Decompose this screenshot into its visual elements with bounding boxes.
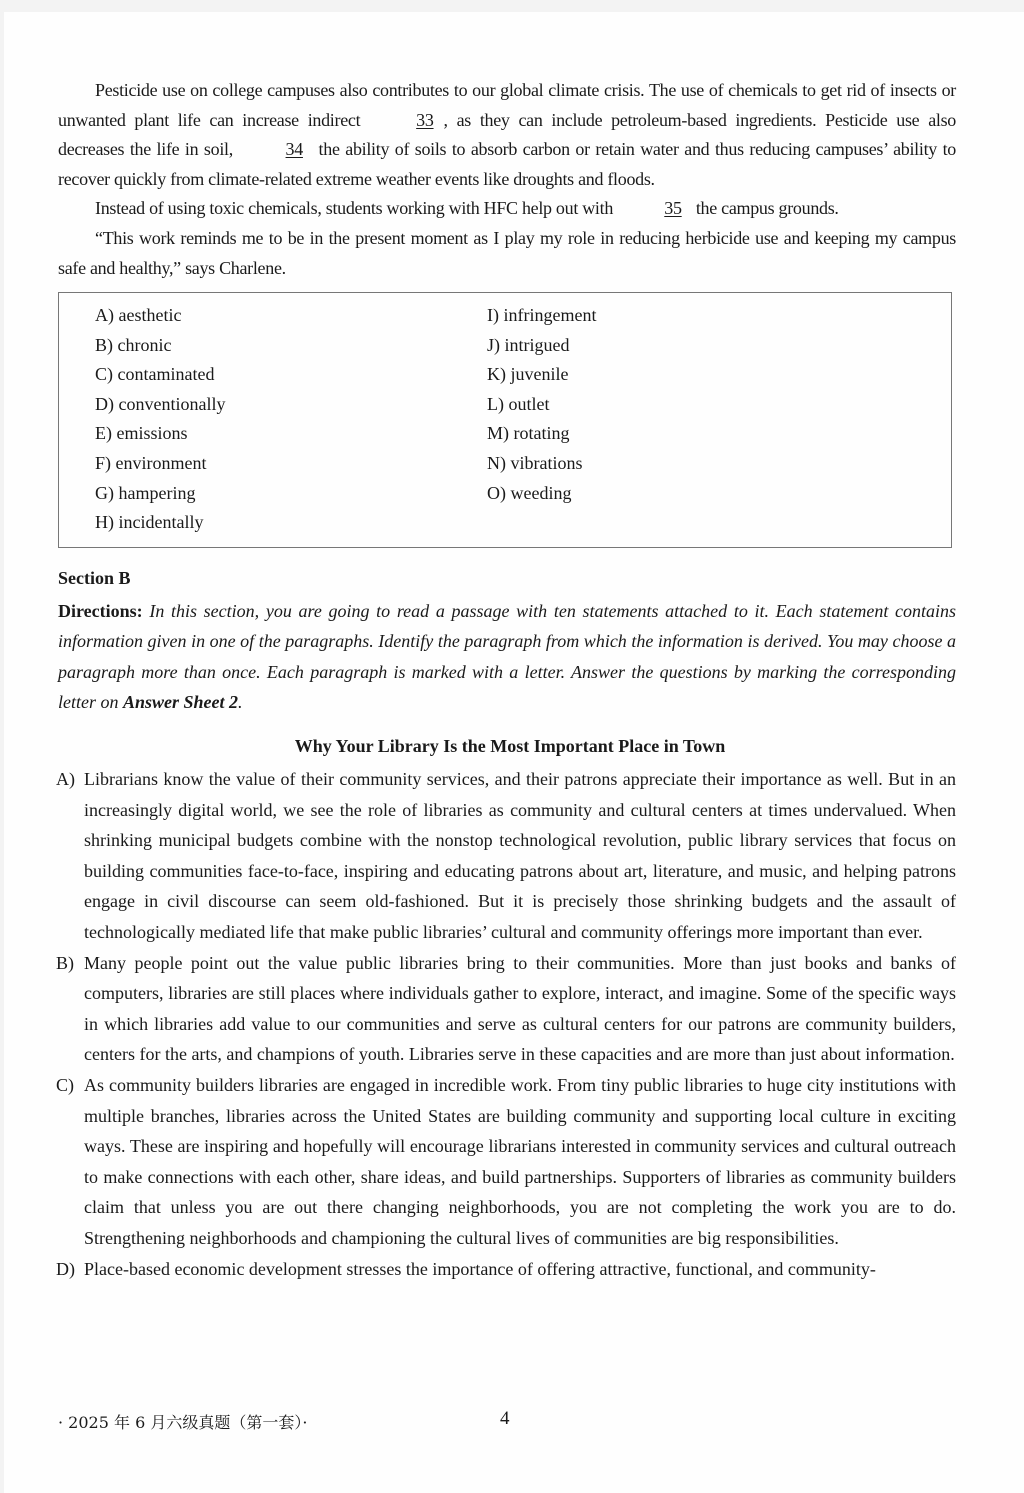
paragraph-letter: A) — [56, 769, 75, 789]
word-option: N) vibrations — [487, 452, 583, 473]
paragraph-letter: D) — [56, 1258, 75, 1279]
word-option: F) environment — [95, 452, 207, 473]
passage-title: Why Your Library Is the Most Important Place in Town — [294, 736, 726, 756]
paragraph-letter: B) — [56, 952, 74, 973]
word-option: L) outlet — [487, 393, 550, 414]
paragraph-text: Librarians know the value of their community services, and their patrons appreciate their importance as well. But in an increasingly digital world, we see the role of libraries as community and cultural centers at times undervalued. When shrinking municipal budgets combine with the nonstop technological revolution, public library services that focus on building communities face-to-face, inspiring and educating patrons about art, literature, and music, and helping patrons engage in civil discourse can seem old-fashioned. But it is precisely those shrinking budgets and the assault of technologically mediated life that make public libraries’ cultural and community offerings more important than ever. — [84, 769, 956, 942]
word-option: E) emissions — [95, 423, 188, 444]
word-bank-right-column — [487, 301, 596, 508]
paragraph-text: As community builders libraries are engaged in incredible work. From tiny public libraries to huge city institutions with multiple branches, libraries across the United States are building community and supporting local culture in exciting ways. These are inspiring and hopefully will encourage librarians interested in community services and cultural outreach to make connections with each other, share ideas, and build partnerships. Supporters of libraries as community builders claim that unless you are out there changing neighborhoods, you are not completing the work you are to do. Strengthening neighborhoods and championing the cultural lives of communities are big responsibilities. — [84, 1074, 956, 1248]
paragraph-letter: C) — [56, 1074, 74, 1095]
blank-34: 34 — [285, 139, 303, 160]
top-passage — [58, 76, 956, 283]
answer-sheet-reference: Answer Sheet 2 — [123, 691, 239, 712]
paragraph-a — [56, 764, 956, 948]
paragraph-text: Place-based economic development stresses the importance of offering attractive, functional, and community- — [84, 1258, 876, 1279]
directions-label: Directions: — [58, 601, 143, 621]
passage-paragraph-2: Instead of using toxic chemicals, students working with HFC help out with 35 the campus grounds. — [58, 194, 956, 224]
section-directions: Directions: In this section, you are going to read a passage with ten statements attached to it. Each statement contains information given in one of the paragraphs. Identify the paragraph from which the information is derived. You may choose a paragraph more than once. Each paragraph is marked with a letter. Answer the questions by marking the corresponding letter on Answer Sheet 2. — [58, 601, 956, 712]
word-bank-left-column — [95, 301, 225, 538]
passage-paragraph-1: Pesticide use on college campuses also contributes to our global climate crisis. The use of chemicals to get rid of insects or unwanted plant life can increase indirect 33 , as they can include petroleum-based ingredients. Pesticide use also decreases the life in soil, 34 the ability of soils to absorb carbon or retain water and thus reducing campuses’ ability to recover quickly from climate-related extreme weather events like droughts and floods. — [58, 80, 956, 189]
paragraph-d — [56, 1254, 956, 1285]
word-option: J) intrigued — [487, 334, 570, 355]
paragraph-c — [56, 1070, 956, 1254]
word-option: D) conventionally — [95, 393, 226, 414]
footer-exam-label: · 2025 年 6 月六级真题（第一套）· — [58, 1413, 308, 1432]
page-number: 4 — [500, 1408, 510, 1429]
paragraph-text: Many people point out the value public libraries bring to their communities. More than just books and banks of computers, libraries are still places where individuals gather to explore, interact, and imagine. Some of the specific ways in which libraries add value to our communities and serve as cultural centers for our patrons are community builders, centers for the arts, and champions of youth. Libraries serve in these capacities and are more than just about information. — [84, 952, 956, 1065]
word-option: K) juvenile — [487, 364, 569, 385]
lettered-passage — [56, 764, 956, 1284]
word-option: G) hampering — [95, 482, 196, 503]
word-option: M) rotating — [487, 423, 570, 444]
word-bank-box — [58, 292, 952, 548]
paragraph-b — [56, 948, 956, 1070]
word-option: C) contaminated — [95, 364, 215, 385]
blank-35: 35 — [664, 198, 682, 219]
word-option: A) aesthetic — [95, 305, 182, 325]
word-option: O) weeding — [487, 482, 572, 503]
blank-33: 33 — [416, 109, 434, 130]
word-option: I) infringement — [487, 305, 597, 325]
section-heading: Section B — [58, 568, 131, 588]
word-option: B) chronic — [95, 334, 172, 355]
passage-paragraph-3: “This work reminds me to be in the present moment as I play my role in reducing herbicide use and keeping my campus safe and healthy,” says Charlene. — [58, 227, 956, 278]
word-option: H) incidentally — [95, 512, 204, 533]
